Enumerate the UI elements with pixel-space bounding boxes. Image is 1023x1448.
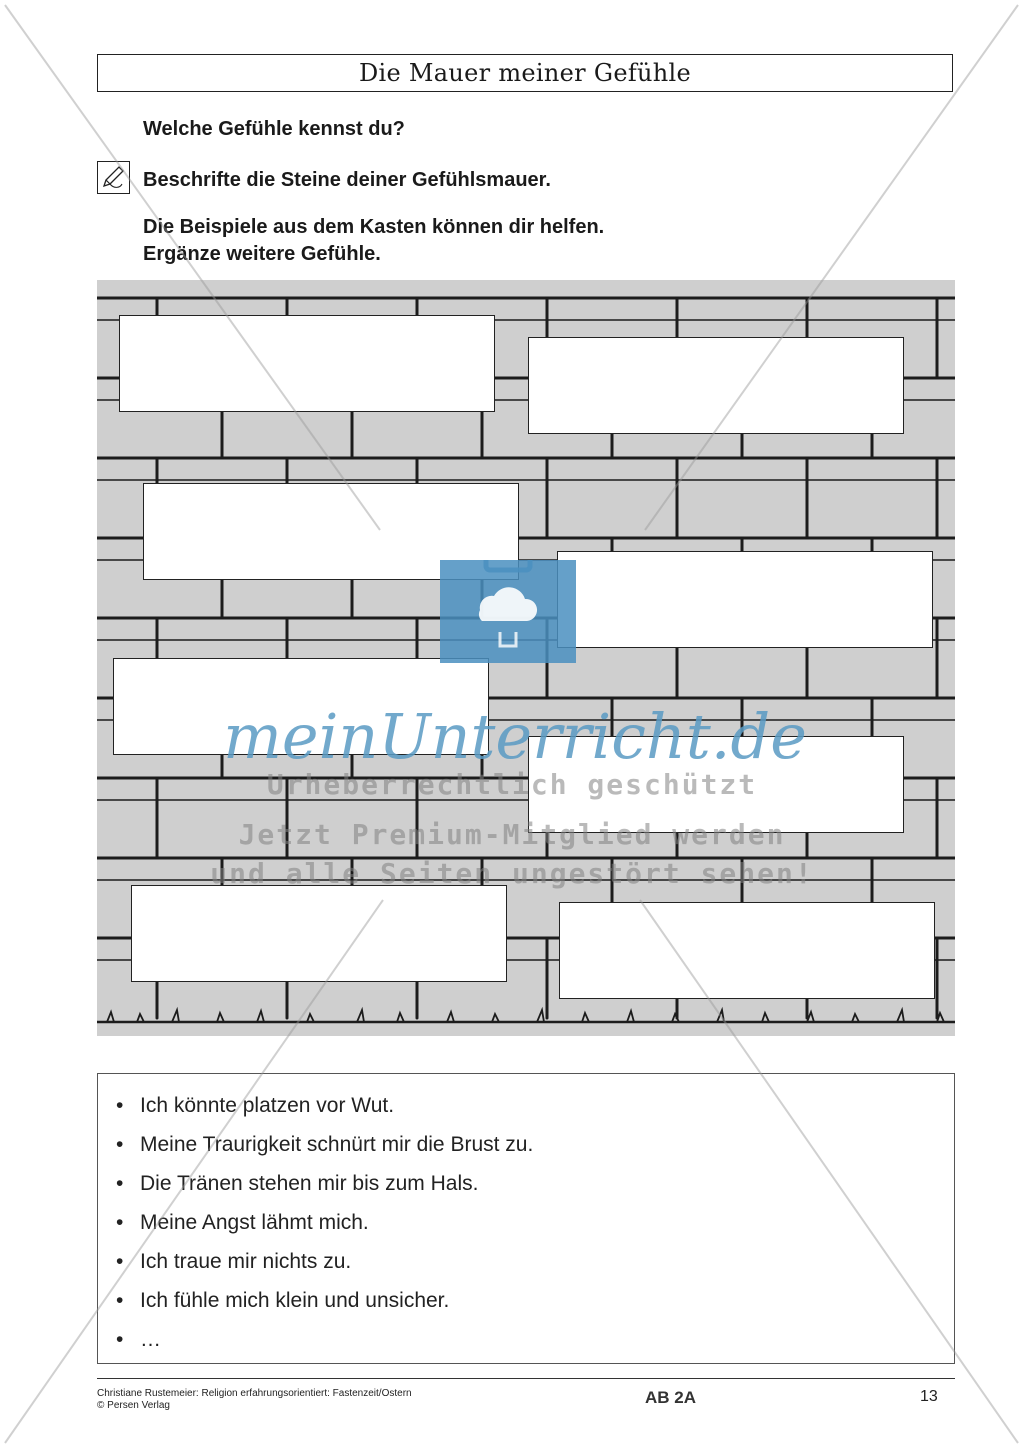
list-item: • … — [116, 1328, 161, 1351]
page-title: Die Mauer meiner Gefühle — [358, 59, 692, 87]
watermark-line-3: und alle Seiten ungestört sehen! — [210, 857, 814, 890]
instruction-extend: Ergänze weitere Gefühle. — [143, 243, 381, 265]
instruction-hint: Die Beispiele aus dem Kasten können dir helfen. — [143, 216, 605, 238]
list-item: • Meine Traurigkeit schnürt mir die Brust zu. — [116, 1133, 534, 1156]
watermark-line-2: Jetzt Premium-Mitglied werden — [238, 818, 786, 851]
list-item: • Ich könnte platzen vor Wut. — [116, 1094, 395, 1117]
footer-publisher: © Persen Verlag — [97, 1400, 170, 1411]
instruction-task: Beschrifte die Steine deiner Gefühlsmauer. — [143, 169, 551, 191]
list-item: • Meine Angst lähmt mich. — [116, 1211, 369, 1234]
watermark-brand: meinUnterricht.de — [223, 700, 807, 773]
cloud-briefcase-icon — [440, 560, 576, 663]
list-item: • Ich fühle mich klein und unsicher. — [116, 1289, 450, 1312]
page-number: 13 — [920, 1388, 938, 1405]
instruction-question: Welche Gefühle kennst du? — [143, 118, 405, 140]
watermark-line-1: Urheberrechtlich geschützt — [266, 768, 758, 801]
list-item: • Ich traue mir nichts zu. — [116, 1250, 352, 1273]
footer-credit: Christiane Rustemeier: Religion erfahrungsorientiert: Fastenzeit/Ostern — [97, 1388, 412, 1399]
sheet-code: AB 2A — [645, 1388, 697, 1407]
list-item: • Die Tränen stehen mir bis zum Hals. — [116, 1172, 479, 1195]
